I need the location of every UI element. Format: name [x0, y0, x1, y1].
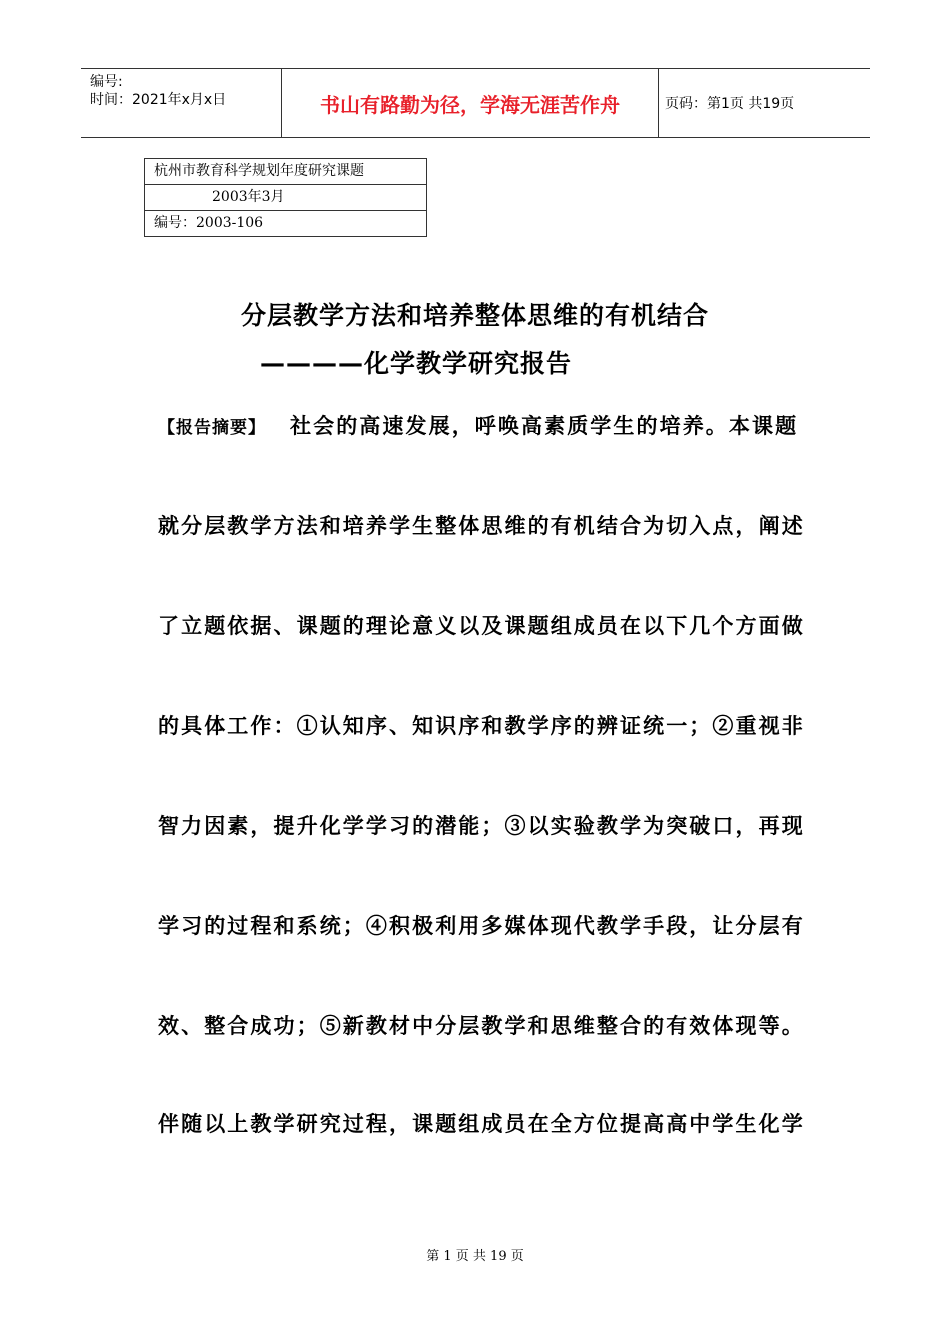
- abstract-line: 效、整合成功；⑤新教材中分层教学和思维整合的有效体现等。: [158, 1013, 805, 1038]
- abstract-line: 就分层教学方法和培养学生整体思维的有机结合为切入点，阐述: [158, 513, 805, 538]
- report-title: 分层教学方法和培养整体思维的有机结合: [240, 301, 709, 330]
- project-number: 编号：2003-106: [154, 215, 264, 231]
- project-info-box: [144, 158, 427, 237]
- abstract-label: 【报告摘要】: [158, 418, 266, 438]
- header-time-label: 时间：2021年x月x日: [90, 92, 227, 108]
- header-motto: 书山有路勤为径，学海无涯苦作舟: [320, 92, 620, 117]
- document-header: [81, 68, 870, 138]
- abstract-line: 了立题依据、课题的理论意义以及课题组成员在以下几个方面做: [158, 613, 805, 638]
- page-footer: 第 1 页 共 19 页: [426, 1249, 524, 1264]
- abstract-line: 的具体工作：①认知序、知识序和教学序的辨证统一；②重视非: [158, 713, 805, 738]
- abstract-line: 【报告摘要】 社会的高速发展，呼唤高素质学生的培养。本课题: [158, 413, 799, 438]
- report-subtitle: ————化学教学研究报告: [260, 349, 573, 378]
- header-number-label: 编号:: [90, 74, 123, 90]
- header-divider: [658, 69, 659, 137]
- abstract-line: 学习的过程和系统；④积极利用多媒体现代教学手段，让分层有: [158, 913, 805, 938]
- header-meta: [81, 69, 281, 137]
- project-date: 2003年3月: [145, 185, 426, 211]
- abstract-line: 智力因素，提升化学学习的潜能；③以实验教学为突破口，再现: [158, 813, 805, 838]
- abstract-line: 伴随以上教学研究过程，课题组成员在全方位提高高中学生化学: [158, 1111, 805, 1136]
- header-page-info: 页码：第1页 共19页: [665, 96, 795, 112]
- project-name: 杭州市教育科学规划年度研究课题: [145, 159, 426, 185]
